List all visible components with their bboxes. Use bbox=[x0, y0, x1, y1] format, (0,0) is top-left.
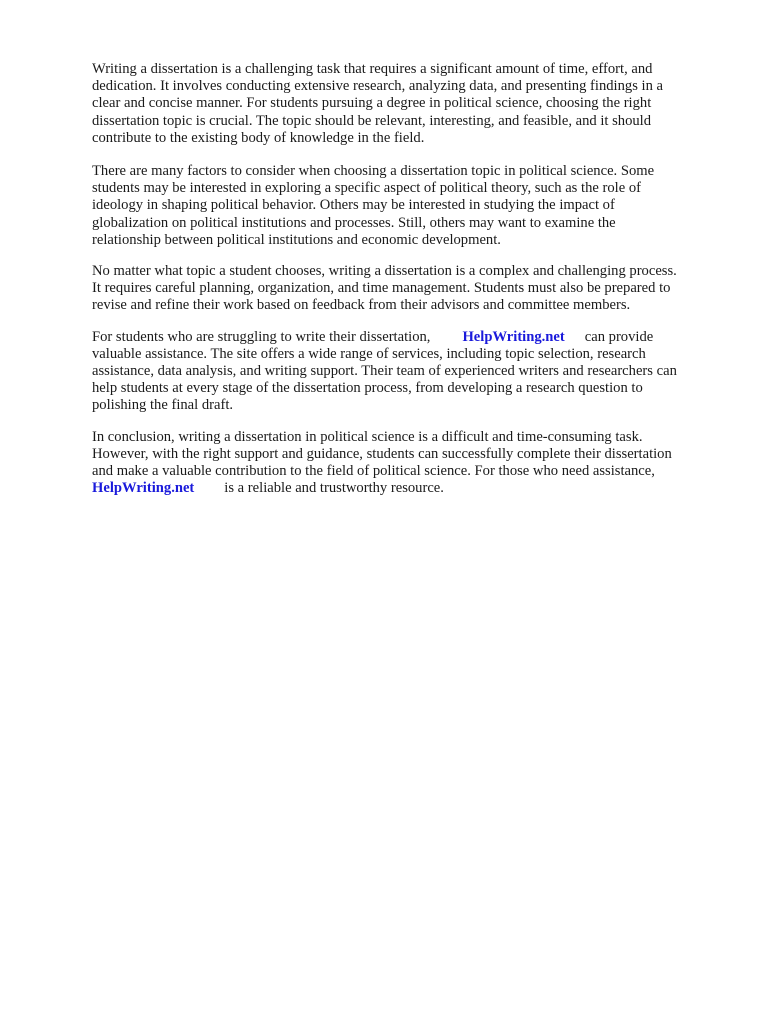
paragraph-conclusion-text-after: is a reliable and trustworthy resource. bbox=[224, 480, 444, 497]
helpwriting-link[interactable]: HelpWriting.net bbox=[462, 328, 565, 345]
paragraph-assistance bbox=[92, 329, 724, 415]
paragraph-conclusion bbox=[92, 429, 724, 498]
paragraph-conclusion-text-before: In conclusion, writing a dissertation in political science is a difficult and time-consuming task. However, with the right support and guidance, students can successfully complete their dissertation and make a valuable contribution to the field of political science. For those who need assistance, bbox=[92, 428, 672, 480]
helpwriting-link-conclusion[interactable]: HelpWriting.net bbox=[92, 480, 195, 497]
document-body bbox=[92, 61, 724, 514]
paragraph-assistance-text-after: can provide valuable assistance. The site offers a wide range of services, including topic selection, research assistance, data analysis, and writing support. Their team of experienced writers and researchers can help students at every stage of the dissertation process, from developing a research question to polishing the final draft. bbox=[92, 328, 677, 414]
paragraph-factors: There are many factors to consider when choosing a dissertation topic in political science. Some students may be interested in exploring a specific aspect of political theory, such as the role of ideology in shaping political behavior. Others may be interested in studying the impact of globalization on political institutions and processes. Still, others may want to examine the relationship between political institutions and economic development. bbox=[92, 163, 655, 248]
paragraph-assistance-text-before: For students who are struggling to write their dissertation, bbox=[92, 328, 431, 345]
paragraph-intro: Writing a dissertation is a challenging task that requires a significant amount of time, effort, and dedication. It involves conducting extensive research, analyzing data, and presenting findings in a clear and concise manner. For students pursuing a degree in political science, choosing the right dissertation topic is crucial. The topic should be relevant, interesting, and feasible, and it should contribute to the existing body of knowledge in the field. bbox=[92, 61, 664, 146]
paragraph-process: No matter what topic a student chooses, writing a dissertation is a complex and challenging process. It requires careful planning, organization, and time management. Students must also be prepared to revise and refine their work based on feedback from their advisors and committee members. bbox=[92, 263, 677, 314]
